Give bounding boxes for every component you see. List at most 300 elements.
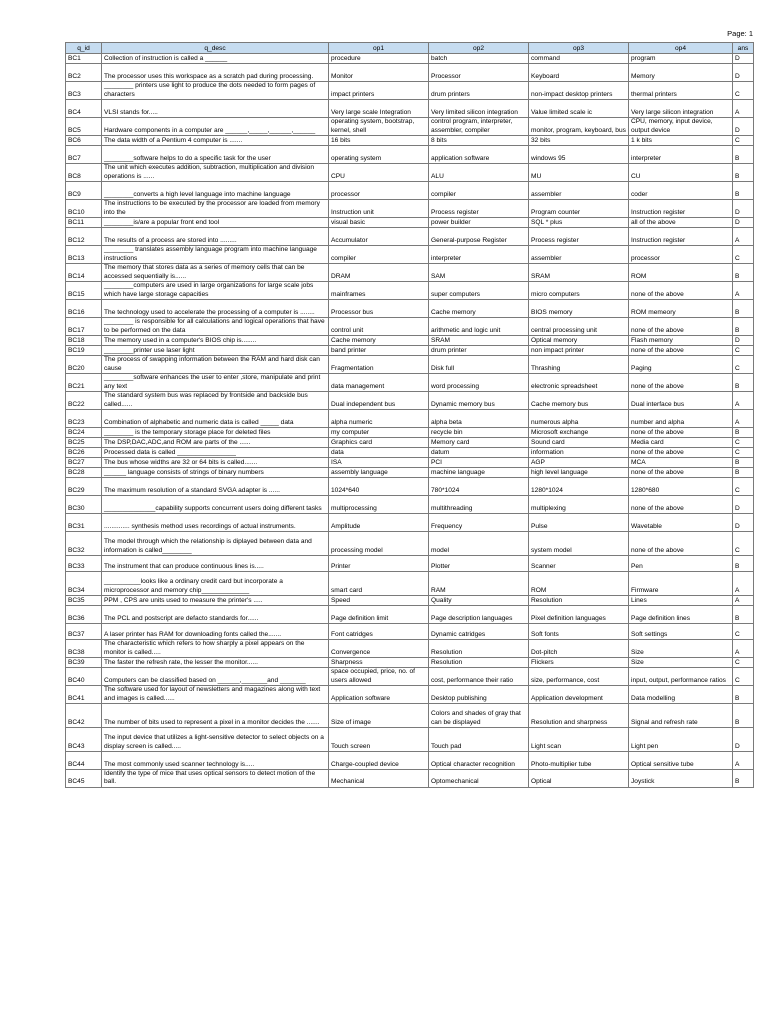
cell-op1: ISA <box>329 458 429 468</box>
cell-op3: Light scan <box>529 728 629 752</box>
header-op4: op4 <box>629 43 733 54</box>
cell-q-id: BC36 <box>66 606 102 624</box>
cell-q-id: BC45 <box>66 770 102 788</box>
cell-op1: operating system, bootstrap, kernel, shell <box>329 118 429 136</box>
cell-ans: B <box>733 264 754 282</box>
header-q-id: q_id <box>66 43 102 54</box>
cell-ans: C <box>733 346 754 356</box>
table-row <box>66 556 754 572</box>
table-row <box>66 410 754 428</box>
cell-q-desc: Hardware components in a computer are ______,_____,______,______ <box>102 118 329 136</box>
cell-ans: B <box>733 428 754 438</box>
cell-ans: A <box>733 392 754 410</box>
cell-ans: B <box>733 704 754 728</box>
table-row <box>66 514 754 532</box>
cell-q-id: BC25 <box>66 438 102 448</box>
cell-op4: number and alpha <box>629 410 733 428</box>
table-row <box>66 668 754 686</box>
cell-op4: Light pen <box>629 728 733 752</box>
table-row <box>66 318 754 336</box>
table-row <box>66 752 754 770</box>
cell-op4: Lines <box>629 596 733 606</box>
header-op3: op3 <box>529 43 629 54</box>
table-row <box>66 54 754 64</box>
cell-op3: Soft fonts <box>529 624 629 640</box>
cell-q-id: BC27 <box>66 458 102 468</box>
header-ans: ans <box>733 43 754 54</box>
cell-op4: none of the above <box>629 532 733 556</box>
cell-op4: Optical sensitive tube <box>629 752 733 770</box>
cell-op1: Fragmentation <box>329 356 429 374</box>
cell-op2: ALU <box>429 164 529 182</box>
cell-op4: none of the above <box>629 448 733 458</box>
cell-op4: Pen <box>629 556 733 572</box>
cell-op2: RAM <box>429 572 529 596</box>
cell-op3: monitor, program, keyboard, bus <box>529 118 629 136</box>
cell-q-id: BC16 <box>66 300 102 318</box>
cell-op2: drum printers <box>429 82 529 100</box>
cell-op2: Optomechanical <box>429 770 529 788</box>
cell-op2: cost, performance their ratio <box>429 668 529 686</box>
cell-op3: numerous alpha <box>529 410 629 428</box>
cell-op4: CPU, memory, input device, output device <box>629 118 733 136</box>
cell-op3: Keyboard <box>529 64 629 82</box>
cell-q-id: BC6 <box>66 136 102 146</box>
cell-q-id: BC26 <box>66 448 102 458</box>
cell-op2: General-purpose Register <box>429 228 529 246</box>
table-row <box>66 448 754 458</box>
table-row <box>66 118 754 136</box>
cell-q-desc: The results of a process are stored into ......... <box>102 228 329 246</box>
questions-table <box>65 42 754 788</box>
table-row <box>66 346 754 356</box>
cell-q-desc: ________ printers use light to produce the dots needed to form pages of characters <box>102 82 329 100</box>
cell-op3: non impact printer <box>529 346 629 356</box>
cell-q-id: BC3 <box>66 82 102 100</box>
cell-op1: Cache memory <box>329 336 429 346</box>
cell-ans: B <box>733 686 754 704</box>
cell-q-id: BC13 <box>66 246 102 264</box>
table-row <box>66 458 754 468</box>
cell-q-desc: ________is/are a popular front end tool <box>102 218 329 228</box>
cell-op1: data <box>329 448 429 458</box>
cell-op2: Desktop publishing <box>429 686 529 704</box>
cell-op2: Process register <box>429 200 529 218</box>
cell-op1: DRAM <box>329 264 429 282</box>
cell-q-desc: The processor uses this workspace as a scratch pad during processing. <box>102 64 329 82</box>
cell-ans: A <box>733 752 754 770</box>
cell-op4: none of the above <box>629 282 733 300</box>
cell-q-id: BC17 <box>66 318 102 336</box>
cell-q-desc: The instructions to be executed by the processor are loaded from memory into the <box>102 200 329 218</box>
cell-op4: CU <box>629 164 733 182</box>
table-row <box>66 728 754 752</box>
cell-ans: C <box>733 448 754 458</box>
cell-q-id: BC38 <box>66 640 102 658</box>
cell-op1: smart card <box>329 572 429 596</box>
cell-q-id: BC15 <box>66 282 102 300</box>
cell-ans: B <box>733 468 754 478</box>
cell-op4: none of the above <box>629 428 733 438</box>
cell-op2: control program, interpreter, assembler, compiler <box>429 118 529 136</box>
cell-op2: word processing <box>429 374 529 392</box>
cell-q-desc: The DSP,DAC,ADC,and ROM are parts of the ...... <box>102 438 329 448</box>
cell-op4: Page definition lines <box>629 606 733 624</box>
cell-ans: A <box>733 228 754 246</box>
cell-op4: Flash memory <box>629 336 733 346</box>
table-row <box>66 624 754 640</box>
cell-q-desc: Combination of alphabetic and numeric data is called _____ data <box>102 410 329 428</box>
cell-op3: Cache memory bus <box>529 392 629 410</box>
cell-op4: Soft settings <box>629 624 733 640</box>
table-row <box>66 136 754 146</box>
cell-op3: BIOS memory <box>529 300 629 318</box>
cell-op3: Program counter <box>529 200 629 218</box>
cell-op3: Optical memory <box>529 336 629 346</box>
cell-ans: B <box>733 770 754 788</box>
cell-q-desc: ________software enhances the user to enter ,store, manipulate and print any text <box>102 374 329 392</box>
cell-op1: Amplitude <box>329 514 429 532</box>
cell-q-id: BC33 <box>66 556 102 572</box>
cell-op4: ROM memeory <box>629 300 733 318</box>
cell-q-id: BC5 <box>66 118 102 136</box>
cell-op2: Memory card <box>429 438 529 448</box>
cell-q-desc: The unit which executes addition, subtraction, multiplication and division operations is ...... <box>102 164 329 182</box>
cell-op2: multithreading <box>429 496 529 514</box>
cell-op1: Touch screen <box>329 728 429 752</box>
cell-op1: processor <box>329 182 429 200</box>
cell-op1: CPU <box>329 164 429 182</box>
cell-op4: interpreter <box>629 146 733 164</box>
cell-op1: mainframes <box>329 282 429 300</box>
cell-q-desc: PPM , CPS are units used to measure the printer's ..... <box>102 596 329 606</box>
header-op2: op2 <box>429 43 529 54</box>
cell-ans: D <box>733 496 754 514</box>
table-row <box>66 146 754 164</box>
cell-op2: Resolution <box>429 640 529 658</box>
cell-op4: none of the above <box>629 468 733 478</box>
cell-op4: Instruction register <box>629 228 733 246</box>
cell-ans: B <box>733 458 754 468</box>
cell-q-id: BC20 <box>66 356 102 374</box>
cell-ans: B <box>733 556 754 572</box>
table-row <box>66 686 754 704</box>
cell-q-id: BC2 <box>66 64 102 82</box>
cell-ans: B <box>733 182 754 200</box>
cell-q-desc: .............. synthesis method uses recordings of actual instruments. <box>102 514 329 532</box>
cell-op3: Pixel definition languages <box>529 606 629 624</box>
table-row <box>66 374 754 392</box>
cell-ans: A <box>733 572 754 596</box>
cell-op4: thermal printers <box>629 82 733 100</box>
cell-q-id: BC23 <box>66 410 102 428</box>
cell-q-desc: VLSI stands for..... <box>102 100 329 118</box>
cell-ans: D <box>733 54 754 64</box>
cell-q-desc: The standard system bus was replaced by frontside and backside bus called...... <box>102 392 329 410</box>
cell-op2: Dynamic catridges <box>429 624 529 640</box>
cell-op4: none of the above <box>629 496 733 514</box>
cell-op3: Process register <box>529 228 629 246</box>
table-row <box>66 428 754 438</box>
cell-q-id: BC7 <box>66 146 102 164</box>
cell-ans: C <box>733 624 754 640</box>
cell-op4: Firmware <box>629 572 733 596</box>
cell-ans: D <box>733 218 754 228</box>
cell-op1: visual basic <box>329 218 429 228</box>
cell-op1: Page definition limit <box>329 606 429 624</box>
cell-ans: B <box>733 374 754 392</box>
cell-op2: Plotter <box>429 556 529 572</box>
cell-q-desc: ______ language consists of strings of binary numbers <box>102 468 329 478</box>
cell-q-desc: ________converts a high level language into machine language <box>102 182 329 200</box>
cell-q-desc: __________looks like a ordinary credit card but incorporate a microprocessor and memory chip_____________ <box>102 572 329 596</box>
cell-op2: SRAM <box>429 336 529 346</box>
cell-q-id: BC1 <box>66 54 102 64</box>
cell-op2: 8 bits <box>429 136 529 146</box>
cell-op2: Disk full <box>429 356 529 374</box>
cell-q-id: BC28 <box>66 468 102 478</box>
cell-op1: Processor bus <box>329 300 429 318</box>
cell-q-desc: The process of swapping information between the RAM and hard disk can cause <box>102 356 329 374</box>
cell-op3: system model <box>529 532 629 556</box>
cell-op3: 1280*1024 <box>529 478 629 496</box>
cell-op4: Memory <box>629 64 733 82</box>
cell-op2: machine language <box>429 468 529 478</box>
cell-op4: Data modelling <box>629 686 733 704</box>
table-row <box>66 182 754 200</box>
cell-op3: Sound card <box>529 438 629 448</box>
cell-op4: Instruction register <box>629 200 733 218</box>
cell-q-desc: ________ translates assembly language program into machine language instructions <box>102 246 329 264</box>
cell-op1: Speed <box>329 596 429 606</box>
table-row <box>66 264 754 282</box>
cell-q-id: BC14 <box>66 264 102 282</box>
cell-op3: windows 95 <box>529 146 629 164</box>
cell-op2: arithmetic and logic unit <box>429 318 529 336</box>
cell-q-id: BC32 <box>66 532 102 556</box>
cell-op3: Flickers <box>529 658 629 668</box>
cell-op2: drum printer <box>429 346 529 356</box>
cell-op4: coder <box>629 182 733 200</box>
cell-op4: Dual interface bus <box>629 392 733 410</box>
table-row <box>66 200 754 218</box>
table-row <box>66 596 754 606</box>
cell-op1: Accumulator <box>329 228 429 246</box>
cell-op4: MCA <box>629 458 733 468</box>
cell-op4: program <box>629 54 733 64</box>
table-row <box>66 704 754 728</box>
cell-q-id: BC4 <box>66 100 102 118</box>
table-row <box>66 658 754 668</box>
cell-op1: Printer <box>329 556 429 572</box>
cell-q-desc: The PCL and postscript are defacto standards for...... <box>102 606 329 624</box>
cell-q-id: BC18 <box>66 336 102 346</box>
cell-op1: Mechanical <box>329 770 429 788</box>
cell-op2: batch <box>429 54 529 64</box>
cell-op1: procedure <box>329 54 429 64</box>
cell-op1: multiprocessing <box>329 496 429 514</box>
cell-q-desc: The input device that utilizes a light-sensitive detector to select objects on a display screen is called..... <box>102 728 329 752</box>
table-row <box>66 300 754 318</box>
cell-ans: A <box>733 410 754 428</box>
table-row <box>66 100 754 118</box>
cell-q-desc: Collection of instruction is called a ______ <box>102 54 329 64</box>
cell-q-id: BC29 <box>66 478 102 496</box>
cell-q-desc: The number of bits used to represent a pixel in a monitor decides the ....... <box>102 704 329 728</box>
cell-op3: Pulse <box>529 514 629 532</box>
cell-ans: A <box>733 100 754 118</box>
cell-q-desc: ________software helps to do a specific task for the user <box>102 146 329 164</box>
cell-op1: Convergence <box>329 640 429 658</box>
cell-op2: Optical character recognition <box>429 752 529 770</box>
cell-op3: SQL * plus <box>529 218 629 228</box>
cell-op3: electronic spreadsheet <box>529 374 629 392</box>
cell-op3: SRAM <box>529 264 629 282</box>
cell-op1: my computer <box>329 428 429 438</box>
cell-op4: input, output, performance ratios <box>629 668 733 686</box>
cell-op1: 16 bits <box>329 136 429 146</box>
cell-ans: C <box>733 668 754 686</box>
cell-op2: super computers <box>429 282 529 300</box>
cell-op2: Resolution <box>429 658 529 668</box>
cell-q-desc: ______________capability supports concurrent users doing different tasks <box>102 496 329 514</box>
cell-op2: recycle bin <box>429 428 529 438</box>
cell-q-id: BC39 <box>66 658 102 668</box>
cell-op1: assembly language <box>329 468 429 478</box>
table-row <box>66 164 754 182</box>
cell-op3: Application development <box>529 686 629 704</box>
cell-op4: Media card <box>629 438 733 448</box>
table-row <box>66 606 754 624</box>
cell-op3: assembler <box>529 246 629 264</box>
cell-ans: D <box>733 728 754 752</box>
cell-op1: Application software <box>329 686 429 704</box>
cell-op2: Very limited silicon integration <box>429 100 529 118</box>
header-row <box>66 43 754 54</box>
cell-op3: Resolution and sharpness <box>529 704 629 728</box>
cell-op3: AGP <box>529 458 629 468</box>
cell-op1: space occupied, price, no. of users allowed <box>329 668 429 686</box>
cell-op4: Wavetable <box>629 514 733 532</box>
cell-q-id: BC24 <box>66 428 102 438</box>
cell-q-desc: ________ is responsible for all calculations and logical operations that have to be performed on the data <box>102 318 329 336</box>
cell-op1: data management <box>329 374 429 392</box>
cell-op2: Touch pad <box>429 728 529 752</box>
cell-op4: ROM <box>629 264 733 282</box>
cell-q-desc: The technology used to accelerate the processing of a computer is ........ <box>102 300 329 318</box>
cell-q-id: BC37 <box>66 624 102 640</box>
cell-op1: operating system <box>329 146 429 164</box>
cell-q-id: BC11 <box>66 218 102 228</box>
table-row <box>66 246 754 264</box>
cell-ans: C <box>733 658 754 668</box>
cell-op3: Dot-pitch <box>529 640 629 658</box>
table-row <box>66 228 754 246</box>
cell-op1: Monitor <box>329 64 429 82</box>
cell-q-desc: The bus whose widths are 32 or 64 bits is called....... <box>102 458 329 468</box>
cell-op4: Joystick <box>629 770 733 788</box>
cell-op4: Size <box>629 640 733 658</box>
cell-q-desc: The instrument that can produce continuous lines is..... <box>102 556 329 572</box>
cell-op4: all of the above <box>629 218 733 228</box>
cell-op2: 780*1024 <box>429 478 529 496</box>
cell-op3: MU <box>529 164 629 182</box>
cell-q-id: BC44 <box>66 752 102 770</box>
cell-op3: size, performance, cost <box>529 668 629 686</box>
cell-op2: Dynamic memory bus <box>429 392 529 410</box>
cell-q-desc: The software used for layout of newsletters and magazines along with text and images is called...... <box>102 686 329 704</box>
cell-op2: Colors and shades of gray that can be displayed <box>429 704 529 728</box>
cell-ans: C <box>733 356 754 374</box>
cell-op2: Page description languages <box>429 606 529 624</box>
table-row <box>66 640 754 658</box>
table-row <box>66 572 754 596</box>
cell-ans: D <box>733 200 754 218</box>
cell-op3: non-impact desktop printers <box>529 82 629 100</box>
cell-op2: Cache memory <box>429 300 529 318</box>
cell-q-desc: The faster the refresh rate, the lesser the monitor...... <box>102 658 329 668</box>
cell-q-id: BC8 <box>66 164 102 182</box>
cell-op1: control unit <box>329 318 429 336</box>
cell-op3: Optical <box>529 770 629 788</box>
cell-op1: Instruction unit <box>329 200 429 218</box>
cell-q-id: BC40 <box>66 668 102 686</box>
cell-op2: datum <box>429 448 529 458</box>
table-row <box>66 282 754 300</box>
cell-ans: D <box>733 118 754 136</box>
cell-ans: A <box>733 282 754 300</box>
cell-ans: C <box>733 246 754 264</box>
cell-ans: C <box>733 478 754 496</box>
cell-op3: central processing unit <box>529 318 629 336</box>
cell-op2: interpreter <box>429 246 529 264</box>
cell-q-id: BC41 <box>66 686 102 704</box>
cell-op3: micro computers <box>529 282 629 300</box>
cell-op3: information <box>529 448 629 458</box>
cell-op1: alpha numeric <box>329 410 429 428</box>
cell-ans: D <box>733 64 754 82</box>
cell-op1: Dual independent bus <box>329 392 429 410</box>
cell-q-id: BC30 <box>66 496 102 514</box>
cell-op3: multiplexing <box>529 496 629 514</box>
cell-op1: impact printers <box>329 82 429 100</box>
cell-q-desc: The memory used in a computer's BIOS chip is........ <box>102 336 329 346</box>
cell-q-desc: ________computers are used in large organizations for large scale jobs which have large storage capacities <box>102 282 329 300</box>
cell-op3: Scanner <box>529 556 629 572</box>
cell-ans: A <box>733 596 754 606</box>
cell-op1: Graphics card <box>329 438 429 448</box>
cell-op2: Quality <box>429 596 529 606</box>
table-row <box>66 218 754 228</box>
table-row <box>66 532 754 556</box>
table-row <box>66 496 754 514</box>
cell-q-desc: ________printer use laser light <box>102 346 329 356</box>
cell-ans: B <box>733 606 754 624</box>
cell-q-desc: The characteristic which refers to how sharply a pixel appears on the monitor is called..... <box>102 640 329 658</box>
cell-op1: 1024*640 <box>329 478 429 496</box>
cell-ans: C <box>733 82 754 100</box>
cell-q-desc: A laser printer has RAM for downloading fonts called the....... <box>102 624 329 640</box>
cell-q-id: BC12 <box>66 228 102 246</box>
page-number: Page: 1 <box>727 29 753 38</box>
cell-op1: compiler <box>329 246 429 264</box>
cell-q-id: BC31 <box>66 514 102 532</box>
cell-op2: compiler <box>429 182 529 200</box>
cell-op3: command <box>529 54 629 64</box>
cell-q-desc: The data width of a Pentium 4 computer is ....... <box>102 136 329 146</box>
table-row <box>66 468 754 478</box>
cell-ans: C <box>733 136 754 146</box>
